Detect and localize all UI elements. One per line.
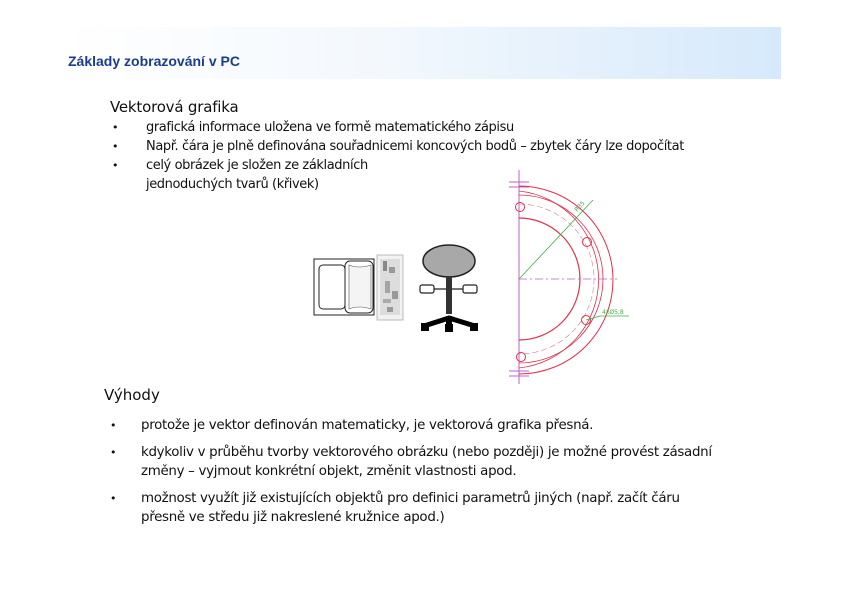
bullet: • bbox=[110, 446, 117, 459]
bullet: • bbox=[112, 159, 119, 172]
advantages-bullet-list bbox=[110, 416, 720, 535]
bullet: • bbox=[112, 121, 119, 134]
list-item bbox=[110, 137, 720, 156]
bullet: • bbox=[110, 492, 117, 505]
section-title-vector: Vektorová grafika bbox=[110, 98, 239, 116]
section-title-advantages: Výhody bbox=[104, 386, 160, 404]
list-item bbox=[110, 416, 720, 435]
list-item-text: možnost využít již existujících objektů pro definici parametrů jiných (např. začít čáru přesně ve středu již nakreslené kružnice apod.) bbox=[141, 491, 680, 525]
office-chair-drawing bbox=[418, 240, 480, 335]
hole-dimension-label: 4xØ5,8 bbox=[602, 309, 624, 316]
list-item-text: kdykoliv v průběhu tvorby vektorového obrázku (nebo později) je možné provést zásadní změny – vyjmout konkrétní objekt, změnit vlastnosti apod. bbox=[141, 445, 712, 479]
list-item bbox=[110, 443, 720, 481]
armchair-drawing bbox=[313, 255, 408, 320]
list-item-text: celý obrázek je složen ze základních jednoduchých tvarů (křivek) bbox=[146, 158, 368, 192]
list-item-text: grafická informace uložena ve formě matematického zápisu bbox=[146, 120, 514, 135]
technical-drawing bbox=[505, 170, 635, 385]
list-item bbox=[110, 489, 720, 527]
slide-title: Základy zobrazování v PC bbox=[68, 53, 240, 69]
bullet: • bbox=[112, 140, 119, 153]
list-item-text: Např. čára je plně definována souřadnicemi koncových bodů – zbytek čáry lze dopočítat bbox=[146, 139, 684, 154]
radius-dimension-label: R35 bbox=[573, 199, 587, 214]
list-item-text: protože je vektor definován matematicky, je vektorová grafika přesná. bbox=[141, 418, 594, 433]
bullet: • bbox=[110, 419, 117, 432]
list-item bbox=[110, 118, 720, 137]
